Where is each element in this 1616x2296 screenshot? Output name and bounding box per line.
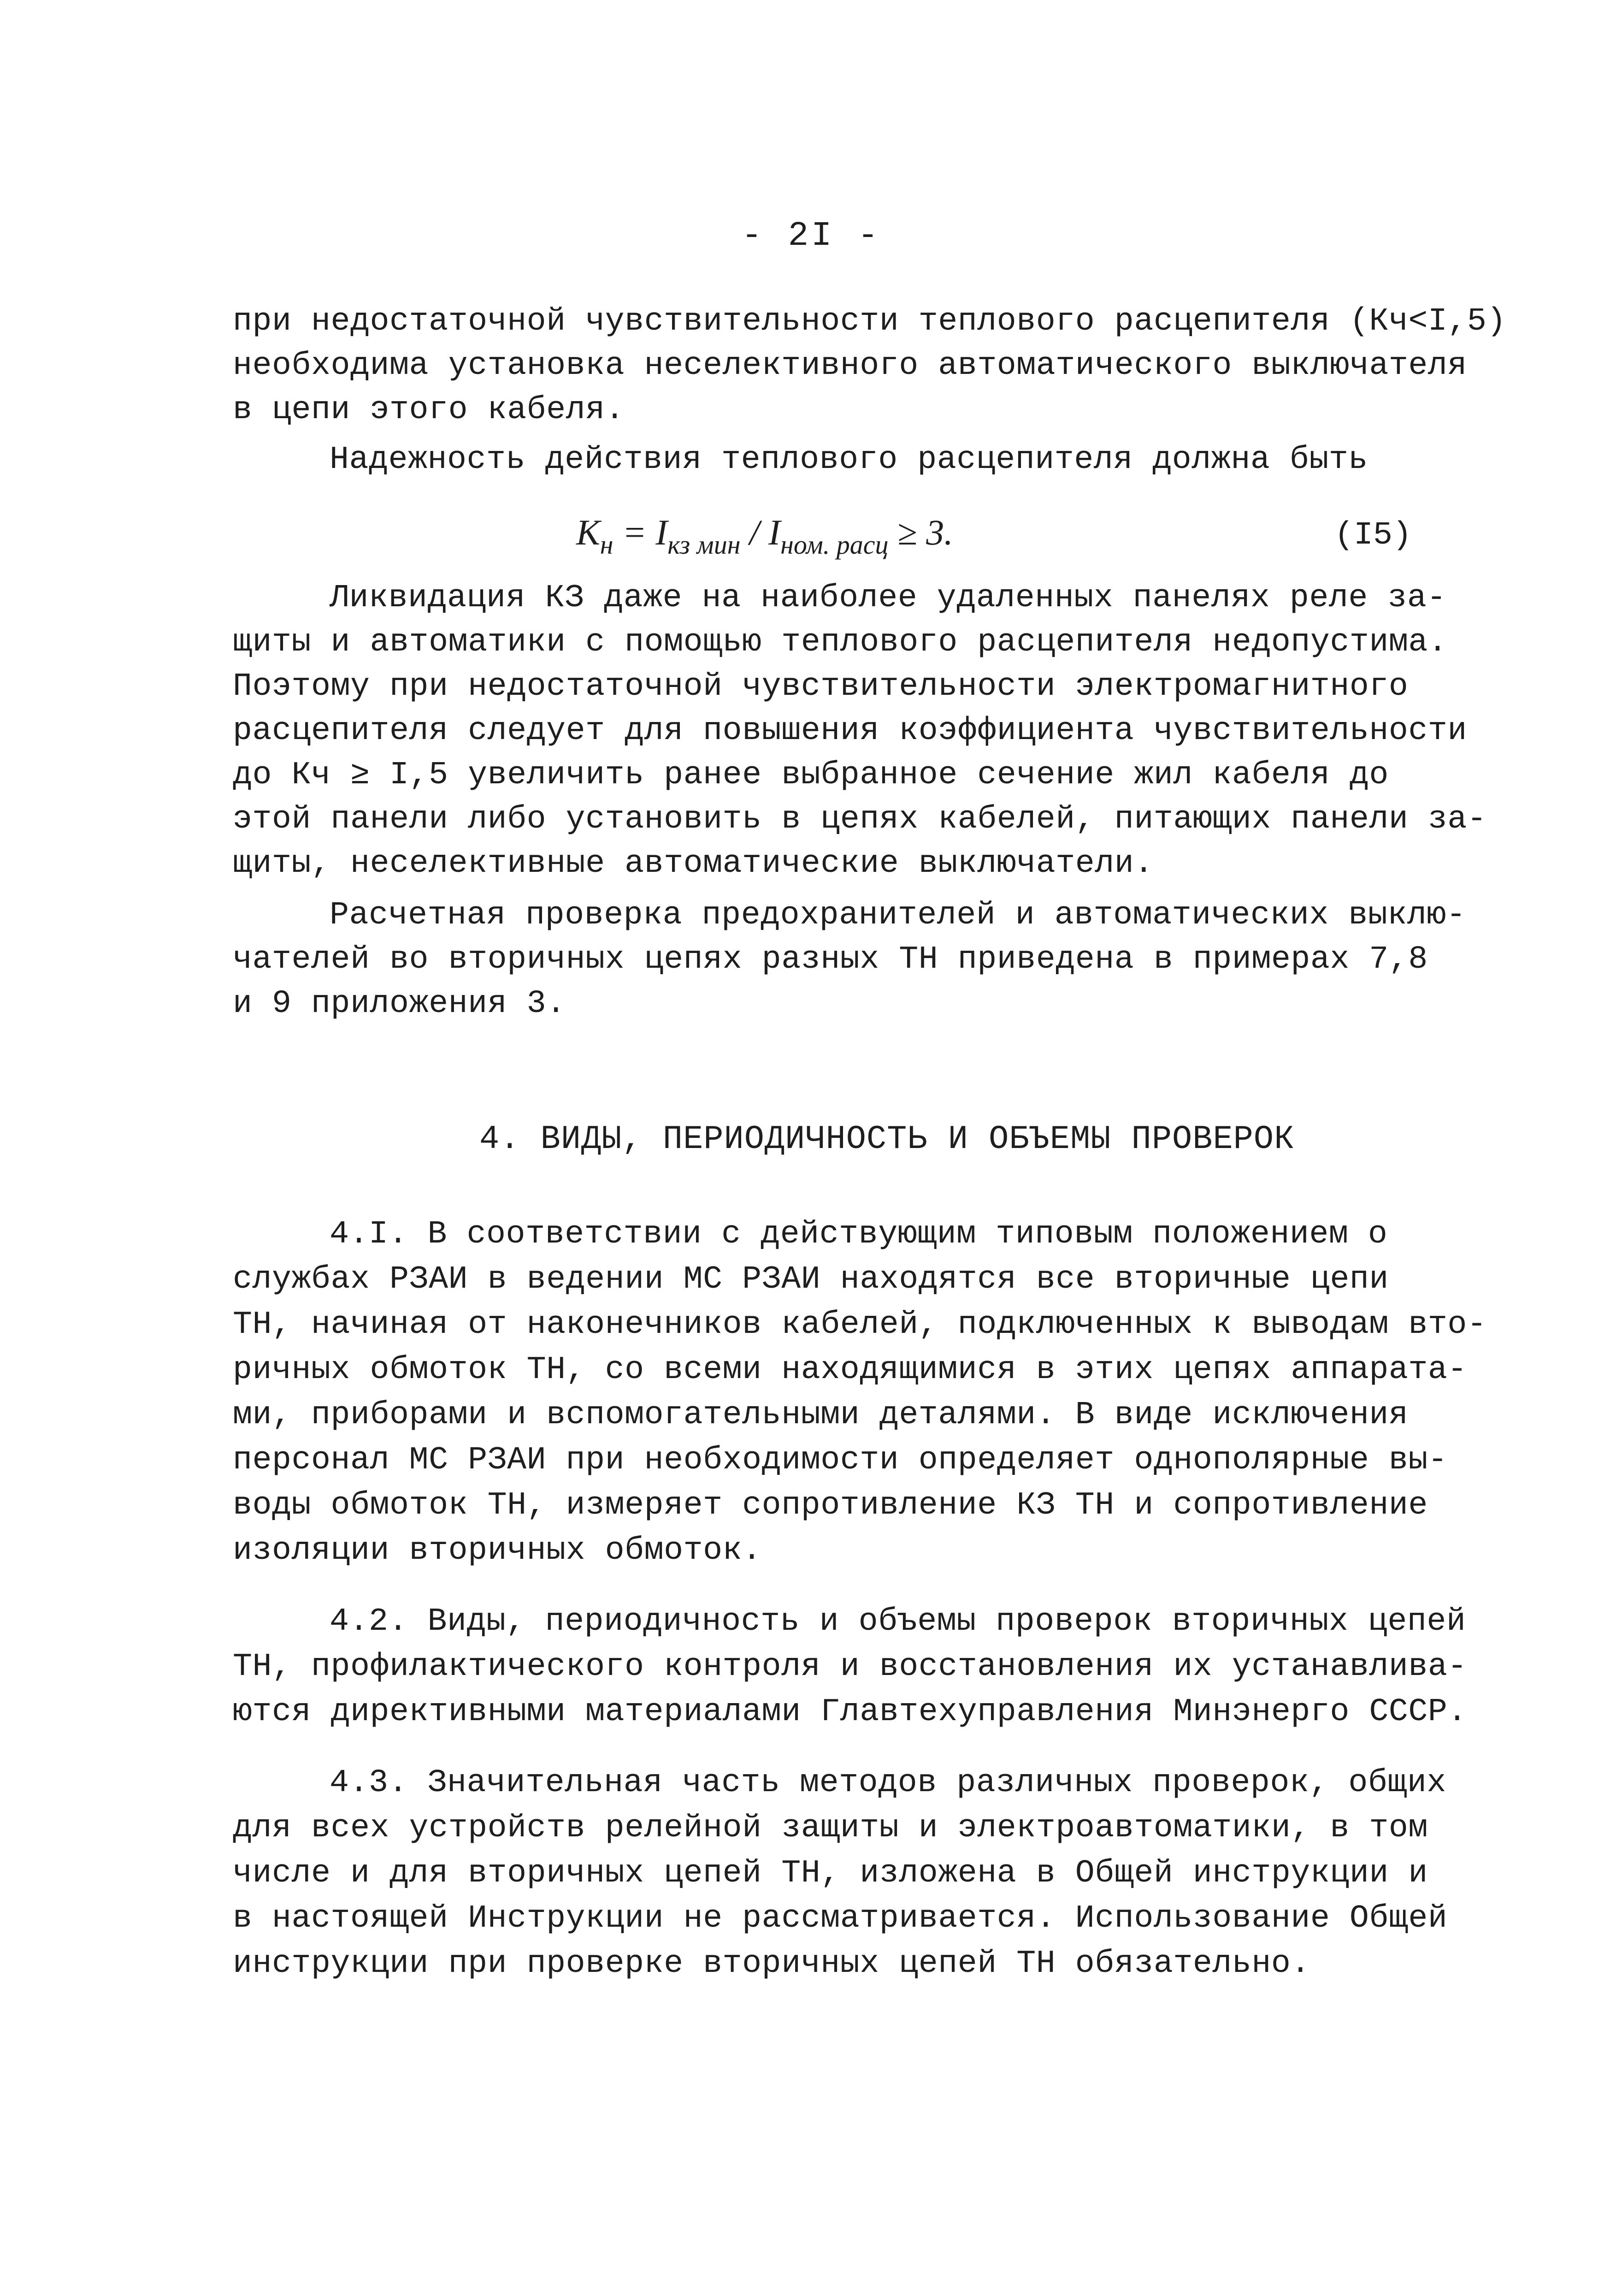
formula-rhs: ≥ 3. [888, 512, 953, 552]
formula-number: (I5) [1334, 517, 1412, 554]
section-4-1-line-3: ТН, начиная от наконечников кабелей, подключенных к выводам вто- [233, 1307, 1487, 1343]
paragraph1-line-2: необходима установка неселективного автоматического выключателя [233, 348, 1467, 384]
formula-eq: = I [613, 512, 668, 552]
paragraph2-line: Надежность действия теплового расцепителя должна быть [330, 442, 1368, 478]
paragraph3-line-6: этой панели либо установить в цепях кабелей, питающих панели за- [233, 801, 1487, 838]
paragraph3-line-2: щиты и автоматики с помощью теплового расцепителя недопустима. [233, 624, 1448, 661]
paragraph3-line-3: Поэтому при недостаточной чувствительности электромагнитного [233, 669, 1409, 705]
section-4-1-line-8: изоляции вторичных обмоток. [233, 1533, 762, 1569]
paragraph3-line-4: расцепителя следует для повышения коэффициента чувствительности [233, 713, 1467, 749]
page-number: - 2I - [741, 217, 881, 255]
section-4-3-line-1: 4.3. Значительная часть методов различных проверок, общих [330, 1765, 1446, 1801]
formula-i2-subscript: ном. расц [780, 530, 889, 560]
section-4-3-line-4: в настоящей Инструкции не рассматривается. Использование Общей [233, 1900, 1448, 1937]
paragraph4-line-3: и 9 приложения 3. [233, 986, 566, 1022]
section-4-1-line-1: 4.I. В соответствии с действующим типовым положением о [330, 1216, 1388, 1253]
paragraph3-line-7: щиты, неселективные автоматические выключатели. [233, 846, 1154, 882]
formula-15 [576, 512, 953, 560]
section-4-1-line-5: ми, приборами и вспомогательными деталями. В виде исключения [233, 1397, 1409, 1433]
section-4-3-line-3: числе и для вторичных цепей ТН, изложена в Общей инструкции и [233, 1855, 1428, 1892]
section-4-1-line-6: персонал МС РЗАИ при необходимости определяет однополярные вы- [233, 1442, 1448, 1479]
section-4-1-line-2: службах РЗАИ в ведении МС РЗАИ находятся все вторичные цепи [233, 1261, 1389, 1298]
section-4-1-line-4: ричных обмоток ТН, со всеми находящимися в этих цепях аппарата- [233, 1352, 1467, 1388]
formula-lhs-subscript: н [600, 530, 613, 560]
section-4-3-line-2: для всех устройств релейной защиты и электроавтоматики, в том [233, 1810, 1428, 1846]
formula-i1-subscript: кз мин [667, 530, 741, 560]
formula-slash: / I [740, 512, 781, 552]
paragraph3-line-1: Ликвидация КЗ даже на наиболее удаленных панелях реле за- [330, 580, 1446, 616]
paragraph4-line-1: Расчетная проверка предохранителей и автоматических выклю- [330, 897, 1466, 934]
paragraph1-line-3: в цепи этого кабеля. [233, 392, 625, 428]
section-4-2-line-1: 4.2. Виды, периодичность и объемы проверок вторичных цепей [330, 1604, 1466, 1640]
section-title: 4. ВИДЫ, ПЕРИОДИЧНОСТЬ И ОБЪЕМЫ ПРОВЕРОК [479, 1120, 1295, 1158]
paragraph4-line-2: чателей во вторичных цепях разных ТН приведена в примерах 7,8 [233, 941, 1428, 978]
formula-lhs: К [576, 512, 600, 552]
paragraph3-line-5: до Кч ≥ I,5 увеличить ранее выбранное сечение жил кабеля до [233, 757, 1389, 793]
section-4-1-line-7: воды обмоток ТН, измеряет сопротивление КЗ ТН и сопротивление [233, 1487, 1428, 1524]
paragraph1-line-1: при недостаточной чувствительности теплового расцепителя (Кч<I,5) [233, 303, 1506, 340]
section-4-2-line-3: ются директивными материалами Главтехуправления Минэнерго СССР. [233, 1694, 1467, 1730]
section-4-3-line-5: инструкции при проверке вторичных цепей ТН обязательно. [233, 1946, 1310, 1982]
section-4-2-line-2: ТН, профилактического контроля и восстановления их устанавлива- [233, 1649, 1467, 1685]
